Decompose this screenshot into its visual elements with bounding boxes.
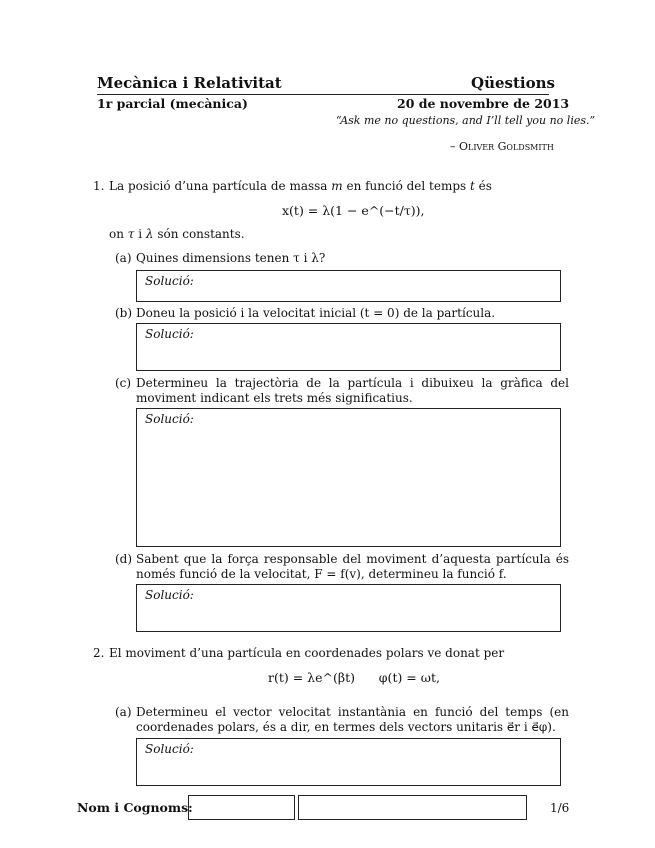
q1-intro-text-c: és: [474, 179, 492, 193]
q1-intro: [109, 179, 492, 194]
q1-intro-text-a: La posició d’una partícula de massa: [109, 179, 332, 193]
solution-label: Solució:: [145, 274, 194, 288]
solution-label: Solució:: [145, 742, 194, 756]
epigraph-author-prefix: –: [450, 140, 459, 153]
epigraph-author: [450, 140, 554, 153]
q1-after-text-b: i: [134, 227, 146, 241]
q1d-answer-box[interactable]: [136, 584, 561, 632]
q1-after-text-a: on: [109, 227, 128, 241]
q1-equation: x(t) = λ(1 − e^(−t/τ)),: [282, 203, 425, 218]
q2a-text: Determineu el vector velocitat instantània en funció del temps (en coordenades polars, és a dir, en termes dels vectors unitaris e⃗r i e⃗φ).: [136, 705, 569, 734]
q1-intro-text-b: en funció del temps: [342, 179, 471, 193]
solution-label: Solució:: [145, 327, 194, 341]
q1d-text: Sabent que la força responsable del moviment d’aquesta partícula és només funció de la velocitat, F = f(v), determineu la funció f.: [136, 552, 569, 581]
q1-number: 1.: [93, 179, 105, 193]
q2a-label: (a): [115, 705, 132, 719]
q2-equation: r(t) = λe^(βt) φ(t) = ωt,: [268, 670, 440, 685]
q2-number: 2.: [93, 646, 105, 660]
doc-type: Qüestions: [471, 74, 555, 92]
header-rule: [97, 94, 549, 95]
q2-intro: El moviment d’una partícula en coordenades polars ve donat per: [109, 646, 505, 660]
name-label: Nom i Cognoms:: [77, 800, 193, 815]
q2a-answer-box[interactable]: [136, 738, 561, 786]
q1a-label: (a): [115, 251, 132, 265]
q1a-text: Quines dimensions tenen τ i λ?: [136, 251, 326, 265]
solution-label: Solució:: [145, 412, 194, 426]
exam-date: 20 de novembre de 2013: [397, 96, 570, 111]
q1b-text: Doneu la posició i la velocitat inicial (t = 0) de la partícula.: [136, 306, 496, 320]
exam-name: 1r parcial (mecànica): [97, 96, 248, 111]
first-name-field[interactable]: [188, 795, 295, 820]
q1c-label: (c): [115, 376, 132, 390]
q1b-answer-box[interactable]: [136, 323, 561, 371]
q1-var-t: t: [470, 179, 475, 193]
q1-var-lambda: λ: [145, 227, 154, 241]
q1-var-tau: τ: [127, 227, 135, 241]
course-title: Mecànica i Relativitat: [97, 74, 282, 92]
q1a-answer-box[interactable]: [136, 270, 561, 302]
q1-var-m: m: [331, 179, 343, 193]
epigraph-quote: “Ask me no questions, and I’ll tell you no lies.”: [336, 114, 596, 127]
q1c-answer-box[interactable]: [136, 408, 561, 547]
q1c-text: Determineu la trajectòria de la partícula i dibuixeu la gràfica del moviment indicant els trets més significatius.: [136, 376, 569, 405]
surname-field[interactable]: [298, 795, 527, 820]
solution-label: Solució:: [145, 588, 194, 602]
page-number: 1/6: [550, 801, 570, 815]
q1b-label: (b): [115, 306, 133, 320]
epigraph-author-name: Oliver Goldsmith: [459, 140, 554, 153]
q1d-label: (d): [115, 552, 133, 566]
q1-after-text-c: són constants.: [153, 227, 245, 241]
q1-after: [109, 227, 245, 242]
